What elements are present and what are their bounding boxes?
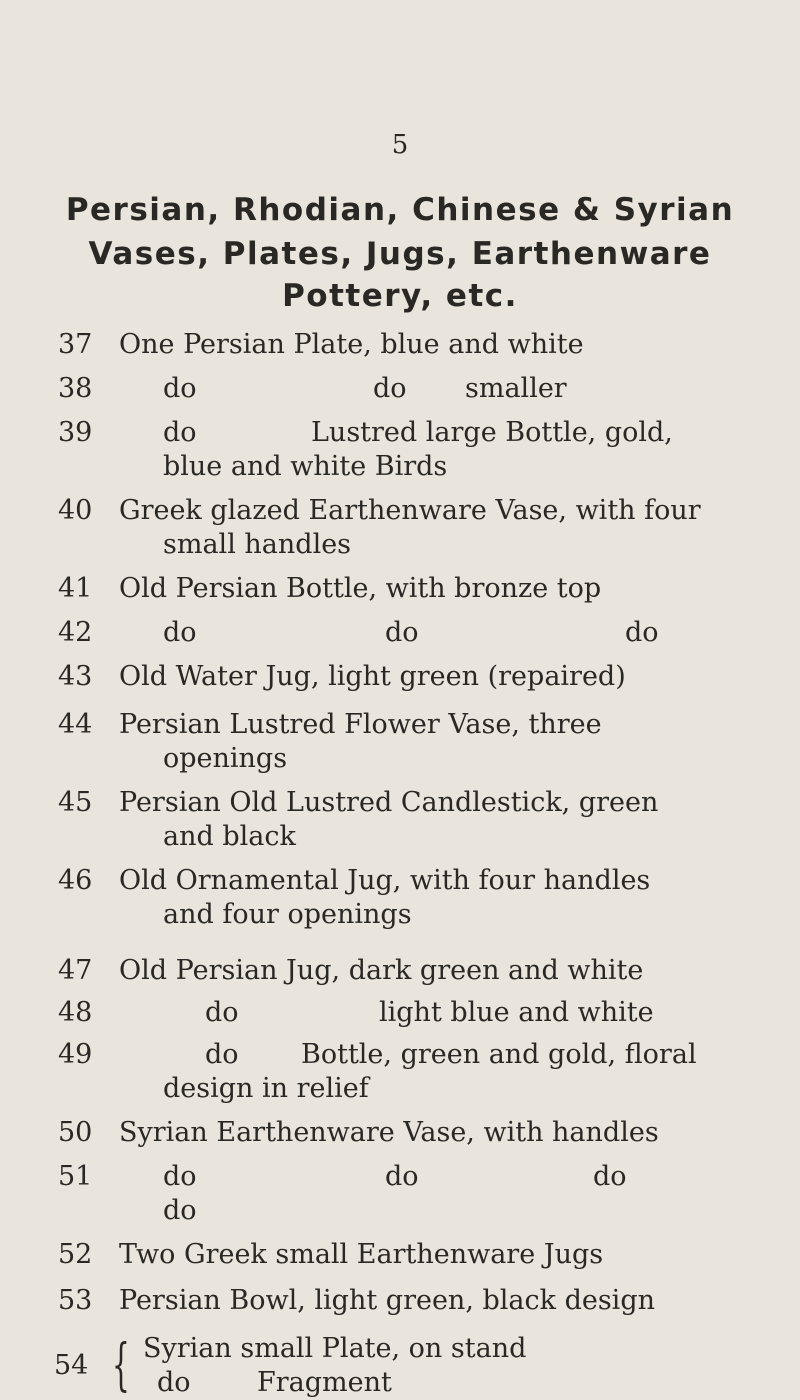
lot-description: Old Water Jug, light green (repaired)	[119, 661, 626, 692]
lot-description: do do do	[163, 617, 659, 648]
lot-number: 37	[58, 329, 93, 360]
lot-description-continued: design in relief	[163, 1073, 369, 1104]
lot-39	[0, 416, 800, 484]
lot-description: Persian Lustred Flower Vase, three	[119, 709, 602, 740]
lot-number: 43	[58, 661, 93, 692]
lot-49	[0, 1038, 800, 1106]
lot-40	[0, 494, 800, 562]
lot-53	[0, 1284, 800, 1318]
lot-list	[0, 328, 800, 1400]
lot-number: 39	[58, 417, 93, 448]
lot-number: 54	[54, 1350, 89, 1381]
lot-number: 45	[58, 787, 93, 818]
lot-44	[0, 708, 800, 776]
lot-number: 38	[58, 373, 93, 404]
lot-number: 44	[58, 709, 93, 740]
lot-number: 40	[58, 495, 93, 526]
lot-number: 48	[58, 997, 93, 1028]
lot-description: Persian Bowl, light green, black design	[119, 1285, 655, 1316]
lot-51	[0, 1160, 800, 1228]
lot-number: 41	[58, 573, 93, 604]
lot-description: Persian Old Lustred Candlestick, green	[119, 787, 659, 818]
lot-description-continued: blue and white Birds	[163, 451, 448, 482]
brace-icon: {	[112, 1333, 130, 1398]
lot-description: Two Greek small Earthenware Jugs	[119, 1239, 604, 1270]
lot-description: Old Ornamental Jug, with four handles	[119, 865, 651, 896]
lot-description-continued: do Fragment	[157, 1367, 392, 1398]
lot-description-continued: small handles	[163, 529, 352, 560]
page-number: 5	[391, 130, 409, 160]
lot-description: do light blue and white	[205, 997, 654, 1028]
lot-description: Syrian Earthenware Vase, with handles	[119, 1117, 659, 1148]
lot-description: One Persian Plate, blue and white	[119, 329, 584, 360]
lot-description-continued: and black	[163, 821, 296, 852]
lot-description: do do smaller	[163, 373, 567, 404]
lot-number: 49	[58, 1039, 93, 1070]
lot-number: 47	[58, 955, 93, 986]
lot-37	[0, 328, 800, 362]
lot-number: 53	[58, 1285, 93, 1316]
lot-number: 52	[58, 1239, 93, 1270]
lot-43	[0, 660, 800, 694]
lot-47	[0, 954, 800, 988]
lot-description-continued: openings	[163, 743, 288, 774]
lot-38	[0, 372, 800, 406]
lot-description: Old Persian Bottle, with bronze top	[119, 573, 602, 604]
lot-46	[0, 864, 800, 932]
lot-description: do Lustred large Bottle, gold,	[163, 417, 673, 448]
lot-number: 51	[58, 1161, 93, 1192]
lot-50	[0, 1116, 800, 1150]
lot-52	[0, 1238, 800, 1272]
catalogue-heading-line-1: Persian, Rhodian, Chinese & Syrian	[65, 192, 735, 228]
catalogue-heading-line-2: Vases, Plates, Jugs, Earthenware	[88, 236, 712, 272]
lot-number: 42	[58, 617, 93, 648]
lot-45	[0, 786, 800, 854]
lot-description-continued: and four openings	[163, 899, 412, 930]
lot-description: Old Persian Jug, dark green and white	[119, 955, 644, 986]
lot-description: do do dodo	[163, 1161, 627, 1226]
lot-54	[0, 1332, 800, 1400]
lot-number: 50	[58, 1117, 93, 1148]
lot-description: Greek glazed Earthenware Vase, with four	[119, 495, 701, 526]
lot-description: do Bottle, green and gold, floral	[205, 1039, 697, 1070]
lot-description: Syrian small Plate, on stand	[143, 1333, 527, 1364]
catalogue-heading-line-3: Pottery, etc.	[282, 278, 518, 314]
lot-41	[0, 572, 800, 606]
lot-48	[0, 996, 800, 1030]
lot-number: 46	[58, 865, 93, 896]
lot-42	[0, 616, 800, 650]
